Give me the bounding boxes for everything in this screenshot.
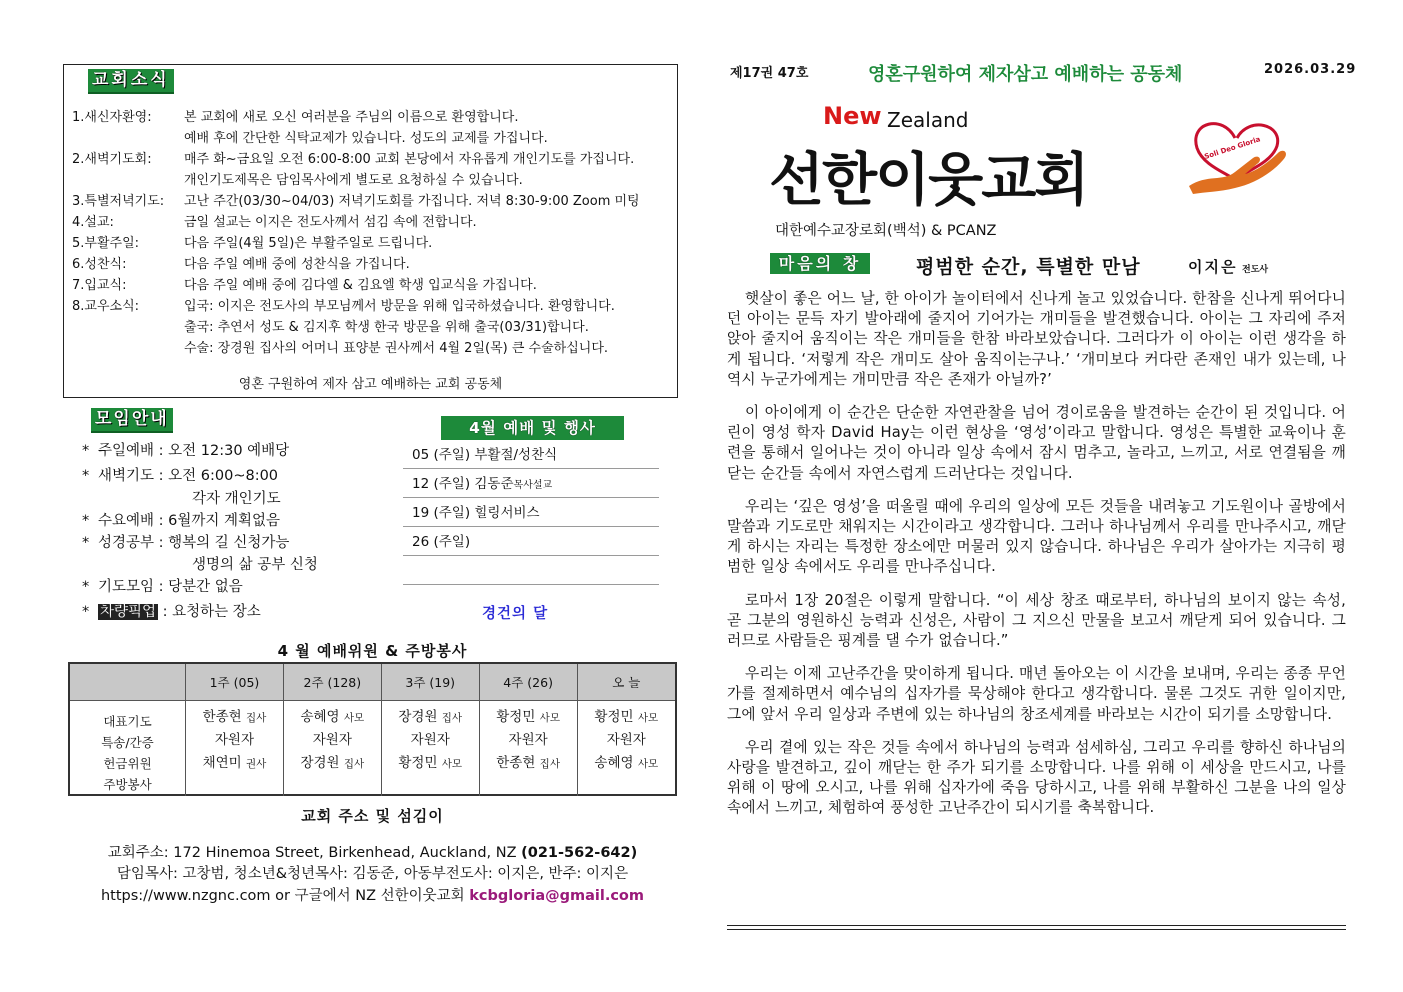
column-title: 평범한 순간, 특별한 만남 xyxy=(916,256,1141,278)
church-motto: 영혼구원하여 제자삼고 예배하는 공동체 xyxy=(868,64,1183,85)
assignee-rank: 사모 xyxy=(637,758,659,770)
assignee-rank: 사모 xyxy=(441,758,463,770)
assignee-name: 장경원 xyxy=(300,755,340,771)
assignee-rank: 집사 xyxy=(343,758,365,770)
web-line xyxy=(68,884,677,905)
assignee xyxy=(481,706,576,729)
column-author-role: 전도사 xyxy=(1242,265,1269,275)
news-item-text: 개인기도제목은 담임목사에게 별도로 요청하실 수 있습니다. xyxy=(184,173,523,188)
bullet-icon: * xyxy=(82,443,90,459)
logo-text: Soli Deo Gloria xyxy=(1203,135,1262,161)
meeting-sep: : xyxy=(158,604,173,620)
meeting-label: 수요예배 xyxy=(98,513,155,529)
news-item-text: 본 교회에 새로 오신 여러분을 주님의 이름으로 환영합니다. xyxy=(184,110,519,125)
bottom-rule xyxy=(727,925,1346,926)
role-label: 대표기도 xyxy=(103,714,152,729)
event-row xyxy=(403,499,659,527)
address-title: 교회 주소 및 섬김이 xyxy=(301,807,444,825)
week-cell xyxy=(283,701,381,797)
assignee-name: 송혜영 xyxy=(594,755,634,771)
assignee xyxy=(579,752,674,775)
column-article xyxy=(727,289,1346,832)
news-item-text: 다음 주일(4월 5일)은 부활주일로 드립니다. xyxy=(184,236,433,251)
bullet-icon: * xyxy=(82,604,90,620)
assignee-name: 송혜영 xyxy=(300,709,340,725)
assignee-name: 황정민 xyxy=(496,709,536,725)
event-text: 12 (주일) 김동준 xyxy=(412,476,514,492)
week-cell xyxy=(479,701,577,797)
meeting-value: 행복의 길 신청가능 xyxy=(168,535,290,551)
meeting-sep: : xyxy=(154,513,169,529)
assignee-name: 황정민 xyxy=(594,709,634,725)
assignee xyxy=(383,752,478,775)
worship-table xyxy=(68,662,677,796)
meeting-value: 생명의 삶 공부 신청 xyxy=(192,557,318,573)
meeting-label: 기도모임 xyxy=(98,579,155,595)
meeting-value: 6월까지 계획없음 xyxy=(168,513,281,529)
meeting-value: 오전 6:00~8:00 xyxy=(168,468,279,484)
april-events-title: 4월 예배 및 행사 xyxy=(441,416,624,440)
column-tag: 마음의 창 xyxy=(770,253,870,274)
church-name: 선한이웃교회 xyxy=(769,147,1088,213)
news-item-label: 3.특별저녁기도: xyxy=(72,194,165,209)
assignee-rank: 집사 xyxy=(441,712,463,724)
meetings-title: 모임안내 xyxy=(91,408,173,433)
church-news-title: 교회소식 xyxy=(88,69,174,94)
role-label: 특송/간증 xyxy=(101,735,154,750)
worship-table-header-row xyxy=(70,664,675,701)
week-cell xyxy=(381,701,479,797)
assignee-rank: 집사 xyxy=(246,712,267,724)
article-paragraph: 햇살이 좋은 어느 날, 한 아이가 놀이터에서 신나게 놀고 있었습니다. 한참을 신나게 뛰어다니던 아이는 문득 자기 발아래에 줄지어 기어가는 개미들을 발견했습니다. 아이는 그 자리에 주저앉아 줄지어 움직이는 작은 개미들을 한참 바라보았습니다. 그러다가 이 아이는 이런 생각을 하게 됩니다. ‘저렇게 작은 개미도 살아 움직이는구나.’ ‘개미보다 커다란 존재인 내가 있는데, 나 역시 누군가에게는 개미만큼 작은 존재가 아닐까?’ xyxy=(727,290,1346,388)
assignee xyxy=(187,729,282,752)
news-item-text: 수술: 장경원 집사의 어머니 표양분 권사께서 4월 2일(목) 큰 수술하십니다. xyxy=(184,341,609,356)
meeting-row xyxy=(82,465,278,487)
assignee-name: 채연미 xyxy=(202,755,242,771)
news-item-label: 5.부활주일: xyxy=(72,236,140,251)
news-item-text: 금일 설교는 이지은 전도사께서 섬김 속에 전합니다. xyxy=(184,215,477,230)
email-link[interactable]: kcbgloria@gmail.com xyxy=(469,888,645,904)
column-author: 이지은 xyxy=(1188,258,1238,276)
assignee-rank: 사모 xyxy=(343,712,365,724)
role-label: 헌금위원 xyxy=(103,756,152,771)
meeting-row xyxy=(82,554,318,576)
table-header-cell: 4주 (26) xyxy=(479,664,577,701)
assignee xyxy=(383,729,478,752)
denomination: 대한예수교장로회(백석) & PCANZ xyxy=(775,223,997,239)
article-paragraph: 우리 곁에 있는 작은 것들 속에서 하나님의 능력과 섬세하심, 그리고 우리를 향하신 하나님의 사랑을 발견하고, 깊이 깨닫는 한 주가 되기를 소망합니다. 나를 위해 이 세상을 만드시고, 나를 위해 이 땅에 오시고, 나를 위해 십자가에 죽음 당하시고, 나를 위해 부활하신 그분을 나의 일상 속에서 느끼고, 체험하여 풍성한 고난주간이 되시기를 축복합니다. xyxy=(727,738,1346,817)
event-text: 19 (주일) 힐링서비스 xyxy=(412,505,540,521)
assignee-name: 자원자 xyxy=(214,732,254,748)
article-paragraph: 로마서 1장 20절은 이렇게 말합니다. “이 세상 창조 때로부터, 하나님의 보이지 않는 속성, 곧 그분의 영원하신 능력과 신성은, 사람이 그 지으신 만물을 보고서 깨닫게 되어 있습니다. 그러므로 사람들은 핑계를 댈 수가 없습니다.” xyxy=(727,591,1346,650)
church-news-box xyxy=(63,64,678,398)
church-news-footer: 영혼 구원하여 제자 삼고 예배하는 교회 공동체 xyxy=(238,377,503,392)
meeting-row xyxy=(82,576,243,598)
meeting-value: 각자 개인기도 xyxy=(192,491,281,507)
website-link[interactable]: https://www.nzgnc.com or 구글에서 NZ 선한이웃교회 xyxy=(100,888,470,904)
news-item-label: 1.새신자환영: xyxy=(72,110,152,125)
news-item-text: 입국: 이지은 전도사의 부모님께서 방문을 위해 입국하셨습니다. 환영합니다. xyxy=(184,299,615,314)
table-header-cell: 1주 (05) xyxy=(186,664,284,701)
meeting-row xyxy=(82,601,261,623)
news-item-text: 예배 후에 간단한 식탁교제가 있습니다. 성도의 교제를 가집니다. xyxy=(184,131,548,146)
role-cell xyxy=(70,701,186,797)
news-item-text: 다음 주일 예배 중에 성찬식을 가집니다. xyxy=(184,257,410,272)
event-row xyxy=(403,557,659,585)
bottom-rule xyxy=(727,929,1346,930)
week-cell xyxy=(186,701,284,797)
assignee xyxy=(187,706,282,729)
assignee-name: 한종현 xyxy=(496,755,536,771)
news-item-text: 다음 주일 예배 중에 김다엘 & 김요엘 학생 입교식을 가집니다. xyxy=(184,278,537,293)
assignee-rank: 집사 xyxy=(539,758,560,770)
event-row xyxy=(403,441,659,469)
staff-line: 담임목사: 고창범, 청소년&청년목사: 김동준, 아동부전도사: 이지은, 반주: 이지은 xyxy=(116,866,629,882)
news-item-label: 7.입교식: xyxy=(72,278,127,293)
news-item-label: 6.성찬식: xyxy=(72,257,127,272)
meeting-sep: : xyxy=(154,443,169,459)
assignee-name: 한종현 xyxy=(202,709,242,725)
assignee-rank: 사모 xyxy=(637,712,659,724)
issue-number: 제17권 47호 xyxy=(730,66,809,81)
meeting-label: 새벽기도 xyxy=(98,468,155,484)
meeting-label: 성경공부 xyxy=(98,535,155,551)
meeting-sep: : xyxy=(154,579,169,595)
bullet-icon: * xyxy=(82,513,90,529)
news-item-label: 8.교우소식: xyxy=(72,299,140,314)
meeting-sep: : xyxy=(154,468,169,484)
meeting-row xyxy=(82,440,289,462)
month-motto: 경건의 달 xyxy=(482,606,549,622)
role-label: 주방봉사 xyxy=(103,777,152,792)
assignee-name: 황정민 xyxy=(398,755,438,771)
news-item-label: 4.설교: xyxy=(72,215,114,230)
assignee xyxy=(481,752,576,775)
news-item-text: 매주 화~금요일 오전 6:00-8:00 교회 본당에서 자유롭게 개인기도를 가집니다. xyxy=(184,152,635,167)
article-paragraph: 우리는 ‘깊은 영성’을 떠올릴 때에 우리의 일상에 모든 것들을 내려놓고 기도원이나 골방에서 말씀과 기도로만 채워지는 시간이라고 생각합니다. 그러나 하나님께서 우리를 만나주시고, 깨닫게 하시는 자리는 특정한 장소에만 머물러 있지 않습니다. 하나님은 우리가 살아가는 지극히 평범한 일상 속에서도 우리를 만나주십니다. xyxy=(727,497,1346,576)
bullet-icon: * xyxy=(82,579,90,595)
news-item-label: 2.새벽기도회: xyxy=(72,152,152,167)
meeting-label: 차량픽업 xyxy=(100,604,157,620)
zealand-word: Zealand xyxy=(887,108,969,132)
assignee-rank: 권사 xyxy=(246,758,267,770)
meeting-sep: : xyxy=(154,535,169,551)
assignee-name: 장경원 xyxy=(398,709,438,725)
assignee xyxy=(579,706,674,729)
worship-table-body-row xyxy=(70,701,675,797)
assignee-name: 자원자 xyxy=(508,732,548,748)
meeting-value: 당분간 없음 xyxy=(168,579,243,595)
event-text: 26 (주일) xyxy=(412,534,471,550)
event-row xyxy=(403,528,659,556)
assignee xyxy=(285,729,380,752)
table-header-cell: 3주 (19) xyxy=(381,664,479,701)
meeting-row xyxy=(82,532,289,554)
meeting-value: 오전 12:30 예배당 xyxy=(168,443,290,459)
assignee xyxy=(383,706,478,729)
news-item-text: 출국: 추연서 성도 & 김지후 학생 한국 방문을 위해 출국(03/31)합니다. xyxy=(184,320,589,335)
table-header-cell: 2주 (128) xyxy=(283,664,381,701)
meeting-row xyxy=(82,488,281,510)
news-item-text: 고난 주간(03/30~04/03) 저녁기도회를 가집니다. 저녁 8:30-9:00 Zoom 미팅 xyxy=(184,194,640,209)
meeting-row xyxy=(82,510,280,532)
assignee xyxy=(285,752,380,775)
assignee xyxy=(481,729,576,752)
event-row xyxy=(403,470,659,498)
new-word: New xyxy=(823,102,882,130)
bulletin-date: 2026.03.29 xyxy=(1264,62,1357,77)
church-logo-icon xyxy=(1183,108,1293,198)
event-text: 05 (주일) 부활절/성찬식 xyxy=(412,447,558,463)
address-line xyxy=(68,841,677,862)
article-paragraph: 이 아이에게 이 순간은 단순한 자연관찰을 넘어 경이로움을 발견하는 순간이 된 것입니다. 어린이 영성 학자 David Hay는 이런 현상을 ‘영성’이라고 말합니다. 영성은 특별한 교육이나 훈련을 통해서 일어나는 것이 아니라 일상 속에서 잠시 멈추고, 놀라고, 느끼고, 서로 연결됨을 깨닫는 순간들 속에서 자연스럽게 드러난다는 것입니다. xyxy=(727,404,1346,482)
week-cell xyxy=(577,701,675,797)
article-paragraph: 우리는 이제 고난주간을 맞이하게 됩니다. 매년 돌아오는 이 시간을 보내며, 우리는 종종 무언가를 절제하면서 예수님의 십자가를 묵상해야 한다고 생각합니다. 물론 그것도 귀한 일이지만, 그에 앞서 우리 일상과 주변에 있는 하나님의 창조세계를 바라보는 시간이 되기를 소망합니다. xyxy=(727,665,1346,723)
meeting-value: 요청하는 장소 xyxy=(172,604,261,620)
assignee-name: 자원자 xyxy=(410,732,450,748)
phone-number: (021-562-642) xyxy=(521,845,638,861)
assignee-name: 자원자 xyxy=(312,732,352,748)
table-header-cell: 오 늘 xyxy=(577,664,675,701)
assignee-rank: 사모 xyxy=(539,712,560,724)
worship-table-title: 4 월 예배위원 & 주방봉사 xyxy=(277,642,468,660)
assignee xyxy=(579,729,674,752)
bullet-icon: * xyxy=(82,535,90,551)
table-header-cell xyxy=(70,664,186,701)
event-note: 목사설교 xyxy=(513,480,553,491)
bullet-icon: * xyxy=(82,468,90,484)
assignee xyxy=(187,752,282,775)
assignee xyxy=(285,706,380,729)
address-text: 교회주소: 172 Hinemoa Street, Birkenhead, Auckland, NZ xyxy=(107,845,522,861)
meeting-label: 주일예배 xyxy=(98,443,155,459)
assignee-name: 자원자 xyxy=(606,732,646,748)
